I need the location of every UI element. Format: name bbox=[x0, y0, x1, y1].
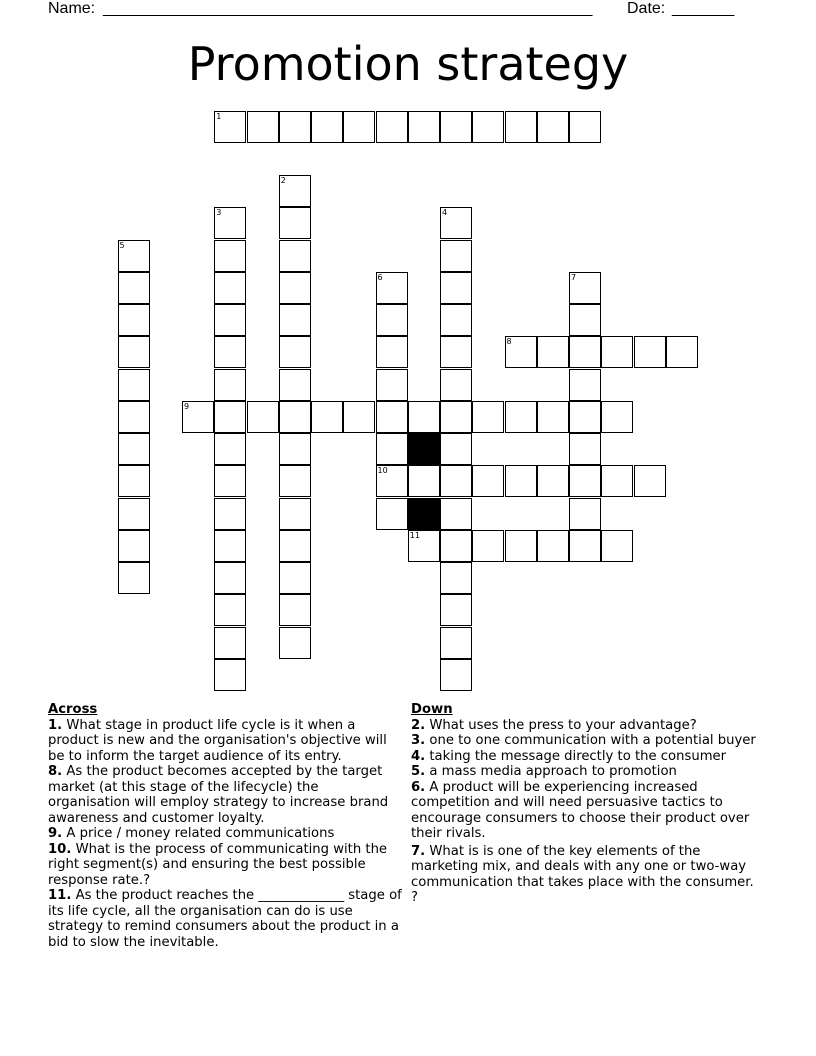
grid-cell[interactable] bbox=[440, 465, 472, 497]
grid-cell[interactable] bbox=[214, 240, 246, 272]
grid-cell[interactable] bbox=[343, 401, 375, 433]
grid-cell[interactable] bbox=[214, 336, 246, 368]
grid-cell[interactable] bbox=[214, 498, 246, 530]
grid-cell[interactable] bbox=[440, 530, 472, 562]
grid-cell[interactable] bbox=[118, 401, 150, 433]
grid-cell[interactable] bbox=[505, 336, 537, 368]
grid-cell[interactable] bbox=[311, 111, 343, 143]
grid-cell[interactable] bbox=[408, 530, 440, 562]
grid-cell[interactable] bbox=[440, 627, 472, 659]
grid-cell[interactable] bbox=[279, 240, 311, 272]
grid-cell[interactable] bbox=[182, 401, 214, 433]
clue-number: 9 bbox=[184, 401, 190, 411]
across-clues bbox=[48, 702, 402, 950]
grid-cell[interactable] bbox=[440, 659, 472, 691]
grid-cell[interactable] bbox=[376, 111, 408, 143]
grid-cell[interactable] bbox=[279, 562, 311, 594]
date-label: Date: bbox=[627, 0, 666, 17]
clue-down-5: 5. a mass media approach to promotion bbox=[411, 764, 677, 779]
grid-cell[interactable] bbox=[440, 498, 472, 530]
grid-cell[interactable] bbox=[569, 272, 601, 304]
grid-cell[interactable] bbox=[214, 401, 246, 433]
grid-cell[interactable] bbox=[569, 111, 601, 143]
grid-cell[interactable] bbox=[311, 401, 343, 433]
grid-cell[interactable] bbox=[408, 401, 440, 433]
grid-cell[interactable] bbox=[440, 111, 472, 143]
grid-cell[interactable] bbox=[440, 272, 472, 304]
clue-down-2: 2. What uses the press to your advantage? bbox=[411, 717, 697, 733]
grid-cell[interactable] bbox=[440, 594, 472, 626]
clue-number: 2 bbox=[280, 176, 286, 185]
grid-cell[interactable] bbox=[214, 272, 246, 304]
grid-cell[interactable] bbox=[472, 111, 504, 143]
clue-down-4: 4. taking the message directly to the consumer bbox=[411, 748, 727, 764]
clue-across-8: 8. As the product becomes accepted by the target market (at this stage of the lifecycle) the organisation will employ strategy to increase brand awareness and customer loyalty. bbox=[48, 764, 389, 826]
page-title: Promotion strategy bbox=[187, 37, 629, 91]
grid-cell[interactable] bbox=[537, 465, 569, 497]
grid-cell[interactable] bbox=[118, 562, 150, 594]
clue-number: 8 bbox=[506, 337, 512, 347]
grid-cell[interactable] bbox=[634, 336, 666, 368]
clue-down-3: 3. one to one communication with a potential buyer bbox=[411, 733, 756, 748]
grid-cell[interactable] bbox=[569, 465, 601, 497]
clue-across-10: 10. What is the process of communicating with the right segment(s) and ensuring the best possible response rate.? bbox=[48, 841, 388, 888]
grid-cell[interactable] bbox=[118, 433, 150, 465]
grid-cell[interactable] bbox=[440, 401, 472, 433]
name-line[interactable]: _______________________________________________________ bbox=[103, 0, 593, 17]
grid-cell[interactable] bbox=[569, 369, 601, 401]
grid-cell[interactable] bbox=[505, 111, 537, 143]
down-clues bbox=[411, 702, 761, 906]
blocked-cell bbox=[408, 498, 440, 530]
grid-cell[interactable] bbox=[279, 433, 311, 465]
grid-cell[interactable] bbox=[214, 659, 246, 691]
grid-cell[interactable] bbox=[569, 401, 601, 433]
grid-cell[interactable] bbox=[279, 369, 311, 401]
grid-cell[interactable] bbox=[569, 498, 601, 530]
grid-cell[interactable] bbox=[376, 401, 408, 433]
grid-cell[interactable] bbox=[601, 401, 633, 433]
grid-cell[interactable] bbox=[440, 369, 472, 401]
clue-number: 10 bbox=[377, 466, 388, 476]
grid-cell[interactable] bbox=[214, 627, 246, 659]
grid-cell[interactable] bbox=[440, 207, 472, 239]
clue-number: 1 bbox=[216, 111, 222, 121]
clue-across-11: 11. As the product reaches the _____________ stage of its life cycle, all the organisation can do is use strategy to remind consumers about the product in a bid to slow the inevitable. bbox=[48, 888, 402, 950]
grid-cell[interactable] bbox=[376, 433, 408, 465]
grid-cell[interactable] bbox=[601, 336, 633, 368]
grid-cell[interactable] bbox=[118, 498, 150, 530]
down-heading: Down bbox=[411, 702, 453, 717]
grid-cell[interactable] bbox=[440, 240, 472, 272]
grid-cell[interactable] bbox=[505, 530, 537, 562]
grid-cell[interactable] bbox=[440, 304, 472, 336]
grid-cell[interactable] bbox=[376, 304, 408, 336]
grid-cell[interactable] bbox=[214, 111, 246, 143]
grid-cell[interactable] bbox=[214, 530, 246, 562]
grid-cell[interactable] bbox=[634, 465, 666, 497]
grid-cell[interactable] bbox=[601, 465, 633, 497]
grid-cell[interactable] bbox=[214, 433, 246, 465]
grid-cell[interactable] bbox=[214, 562, 246, 594]
grid-cell[interactable] bbox=[408, 465, 440, 497]
clue-down-7: 7. What is is one of the key elements of the marketing mix, and deals with any one or two-way communication that takes place with the consumer. ? bbox=[411, 843, 754, 905]
grid-cell[interactable] bbox=[279, 498, 311, 530]
grid-cell[interactable] bbox=[569, 336, 601, 368]
grid-cell[interactable] bbox=[569, 530, 601, 562]
grid-cell[interactable] bbox=[214, 207, 246, 239]
grid-cell[interactable] bbox=[279, 175, 311, 207]
grid-cell[interactable] bbox=[569, 304, 601, 336]
grid-cell[interactable] bbox=[376, 465, 408, 497]
clue-number: 11 bbox=[409, 530, 420, 540]
grid-cell[interactable] bbox=[118, 272, 150, 304]
grid-cell[interactable] bbox=[118, 465, 150, 497]
clue-across-9: 9. A price / money related communications bbox=[48, 826, 335, 841]
clue-number: 3 bbox=[216, 208, 222, 218]
grid-cell[interactable] bbox=[408, 111, 440, 143]
grid-cell[interactable] bbox=[279, 336, 311, 368]
grid-cell[interactable] bbox=[279, 465, 311, 497]
grid-cell[interactable] bbox=[118, 336, 150, 368]
clue-down-6: 6. A product will be experiencing increased competition and will need persuasive tactics to encourage consumers to choose their product over their rivals. bbox=[411, 779, 750, 841]
clue-across-1: 1. What stage in product life cycle is it when a product is new and the organisation's objective will be to inform the target audience of its entry. bbox=[48, 717, 387, 764]
grid-cell[interactable] bbox=[279, 627, 311, 659]
grid-cell[interactable] bbox=[472, 530, 504, 562]
clue-number: 5 bbox=[119, 240, 125, 250]
grid-cell[interactable] bbox=[118, 304, 150, 336]
grid-cell[interactable] bbox=[537, 530, 569, 562]
grid-cell[interactable] bbox=[279, 207, 311, 239]
grid-cell[interactable] bbox=[569, 433, 601, 465]
clue-number: 6 bbox=[377, 272, 383, 282]
grid-cell[interactable] bbox=[214, 594, 246, 626]
grid-cell[interactable] bbox=[279, 530, 311, 562]
across-heading: Across bbox=[48, 702, 98, 717]
grid-cell[interactable] bbox=[279, 272, 311, 304]
grid-cell[interactable] bbox=[537, 111, 569, 143]
grid-cell[interactable] bbox=[472, 401, 504, 433]
grid-cell[interactable] bbox=[279, 594, 311, 626]
grid-cell[interactable] bbox=[376, 498, 408, 530]
date-line[interactable]: _______ bbox=[672, 0, 735, 17]
grid-cell[interactable] bbox=[376, 336, 408, 368]
clue-number: 7 bbox=[571, 272, 577, 282]
grid-cell[interactable] bbox=[666, 336, 698, 368]
blocked-cell bbox=[408, 433, 440, 465]
grid-cell[interactable] bbox=[214, 304, 246, 336]
grid-cell[interactable] bbox=[601, 530, 633, 562]
grid-cell[interactable] bbox=[376, 272, 408, 304]
grid-cell[interactable] bbox=[440, 336, 472, 368]
grid-cell[interactable] bbox=[279, 401, 311, 433]
clue-number: 4 bbox=[442, 208, 448, 218]
grid-cell[interactable] bbox=[537, 401, 569, 433]
grid-cell[interactable] bbox=[247, 401, 279, 433]
grid-cell[interactable] bbox=[505, 465, 537, 497]
grid-cell[interactable] bbox=[247, 111, 279, 143]
grid-cell[interactable] bbox=[537, 336, 569, 368]
grid-cell[interactable] bbox=[214, 465, 246, 497]
grid-cell[interactable] bbox=[279, 304, 311, 336]
grid-cell[interactable] bbox=[472, 465, 504, 497]
grid-cell[interactable] bbox=[505, 401, 537, 433]
grid-cell[interactable] bbox=[279, 111, 311, 143]
grid-cell[interactable] bbox=[214, 369, 246, 401]
grid-cell[interactable] bbox=[118, 240, 150, 272]
grid-cell[interactable] bbox=[343, 111, 375, 143]
grid-cell[interactable] bbox=[118, 530, 150, 562]
grid-cell[interactable] bbox=[440, 433, 472, 465]
name-label: Name: bbox=[48, 0, 96, 17]
grid-cell[interactable] bbox=[440, 562, 472, 594]
grid-cell[interactable] bbox=[118, 369, 150, 401]
grid-cell[interactable] bbox=[376, 369, 408, 401]
